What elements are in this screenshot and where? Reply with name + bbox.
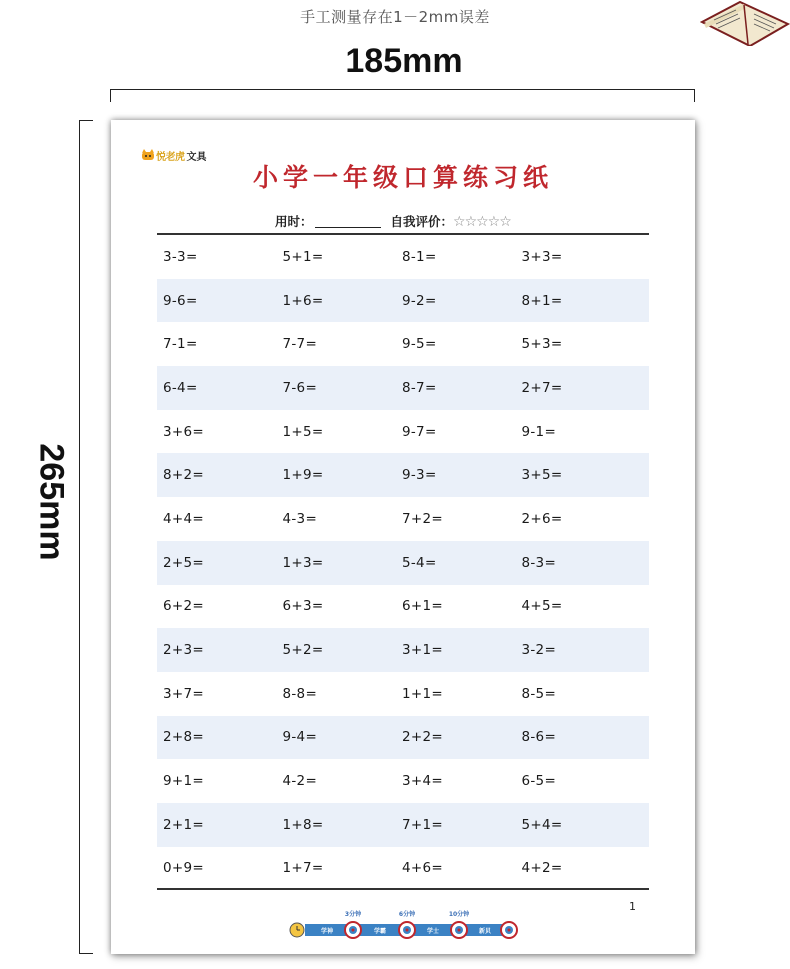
problem-row (157, 759, 649, 803)
brand-suffix: 文具 (186, 151, 207, 163)
problem-row (157, 322, 649, 366)
problem-cell: 5+4= (521, 816, 563, 833)
problem-cell: 9-6= (163, 292, 198, 309)
rating-stars: ☆☆☆☆☆ (453, 214, 511, 230)
height-dimension-label: 265mm (32, 443, 71, 561)
problem-cell: 5+2= (282, 642, 324, 659)
problem-cell: 1+6= (282, 292, 324, 309)
footer-time-1: 3分钟 (344, 911, 362, 918)
problem-row (157, 628, 649, 672)
rating-label: 自我评价： (390, 214, 454, 229)
problem-row (157, 279, 649, 323)
problem-cell: 2+2= (402, 729, 444, 746)
width-dimension-label: 185mm (345, 42, 463, 80)
problem-cell: 2+7= (521, 379, 563, 396)
problem-cell: 8-5= (521, 685, 557, 702)
problem-cell: 7+2= (402, 510, 444, 527)
footer-time-2: 6分钟 (398, 911, 416, 918)
problem-row (157, 235, 649, 279)
problem-cell: 3+7= (163, 685, 205, 702)
target-icon-1 (345, 922, 361, 938)
meta-row (275, 210, 511, 230)
target-icon-2 (399, 922, 415, 938)
problem-cell: 5+3= (521, 336, 563, 353)
measurement-note: 手工测量存在1－2mm误差 (300, 8, 490, 26)
problem-cell: 2+1= (163, 816, 205, 833)
problem-cell: 4+2= (521, 860, 563, 877)
width-dimension-bracket (110, 89, 695, 102)
problem-cell: 6+2= (163, 598, 205, 615)
problem-cell: 8+1= (521, 292, 563, 309)
brand-name: 悦老虎 (156, 151, 185, 163)
problem-row (157, 585, 649, 629)
problem-cell: 1+8= (282, 816, 324, 833)
problem-cell: 8-7= (402, 379, 437, 396)
worksheet (111, 120, 695, 954)
problem-row (157, 366, 649, 410)
problem-cell: 7-6= (282, 379, 318, 396)
footer-level-3: 学士 (426, 928, 440, 935)
problem-grid (157, 235, 649, 890)
problem-row (157, 847, 649, 891)
problem-cell: 8-1= (402, 248, 437, 265)
problem-cell: 1+9= (282, 467, 324, 484)
problem-cell: 1+3= (282, 554, 324, 571)
problem-cell: 0+9= (163, 860, 205, 877)
problem-cell: 3+5= (521, 467, 563, 484)
problem-cell: 2+6= (521, 510, 563, 527)
problem-cell: 8+2= (163, 467, 205, 484)
problem-cell: 3-2= (521, 642, 557, 659)
problem-cell: 5+1= (282, 248, 324, 265)
problem-row (157, 410, 649, 454)
problem-cell: 1+1= (402, 685, 444, 702)
problem-cell: 9-5= (402, 336, 437, 353)
problem-cell: 4+6= (402, 860, 444, 877)
problem-cell: 6-4= (163, 379, 198, 396)
problem-cell: 3+4= (402, 773, 444, 790)
footer-time-3: 10分钟 (448, 911, 470, 918)
footer-level-1: 学神 (320, 928, 334, 935)
problem-row (157, 453, 649, 497)
problem-cell: 9-2= (402, 292, 437, 309)
bottom-rule (157, 888, 649, 890)
problem-cell: 5-4= (402, 554, 437, 571)
clock-icon (290, 923, 304, 937)
height-dimension-bracket (79, 120, 93, 954)
problem-row (157, 716, 649, 760)
problem-cell: 7-7= (282, 336, 318, 353)
worksheet-title: 小学一年级口算练习纸 (252, 163, 553, 192)
problem-cell: 9+1= (163, 773, 205, 790)
problem-cell: 9-7= (402, 423, 437, 440)
problem-row (157, 497, 649, 541)
problem-row (157, 672, 649, 716)
problem-cell: 2+5= (163, 554, 205, 571)
problem-row (157, 541, 649, 585)
problem-cell: 1+7= (282, 860, 324, 877)
footer-level-2: 学霸 (373, 928, 387, 935)
target-icon-3 (451, 922, 467, 938)
problem-cell: 8-6= (521, 729, 557, 746)
problem-cell: 8-8= (282, 685, 318, 702)
problem-cell: 8-3= (521, 554, 557, 571)
problem-cell: 9-4= (282, 729, 318, 746)
problem-cell: 3+6= (163, 423, 205, 440)
problem-cell: 2+8= (163, 729, 205, 746)
problem-cell: 6+1= (402, 598, 444, 615)
target-icon-4 (501, 922, 517, 938)
problem-cell: 6-5= (521, 773, 557, 790)
problem-cell: 1+5= (282, 423, 324, 440)
problem-row (157, 803, 649, 847)
problem-cell: 9-3= (402, 467, 437, 484)
footer-level-4: 新贝 (478, 928, 492, 935)
problem-cell: 9-1= (521, 423, 557, 440)
book-icon (700, 0, 790, 46)
problem-cell: 6+3= (282, 598, 324, 615)
progress-footer (289, 904, 519, 944)
problem-cell: 3+1= (402, 642, 444, 659)
problem-cell: 4-2= (282, 773, 318, 790)
problem-cell: 4+5= (521, 598, 563, 615)
time-label: 用时： (275, 214, 313, 229)
problem-cell: 7+1= (402, 816, 444, 833)
problem-cell: 2+3= (163, 642, 205, 659)
problem-cell: 3+3= (521, 248, 563, 265)
page-number: 1 (629, 900, 636, 913)
problem-cell: 3-3= (163, 248, 198, 265)
problem-cell: 7-1= (163, 336, 198, 353)
problem-cell: 4+4= (163, 510, 205, 527)
problem-cell: 4-3= (282, 510, 318, 527)
time-blank (315, 227, 381, 228)
